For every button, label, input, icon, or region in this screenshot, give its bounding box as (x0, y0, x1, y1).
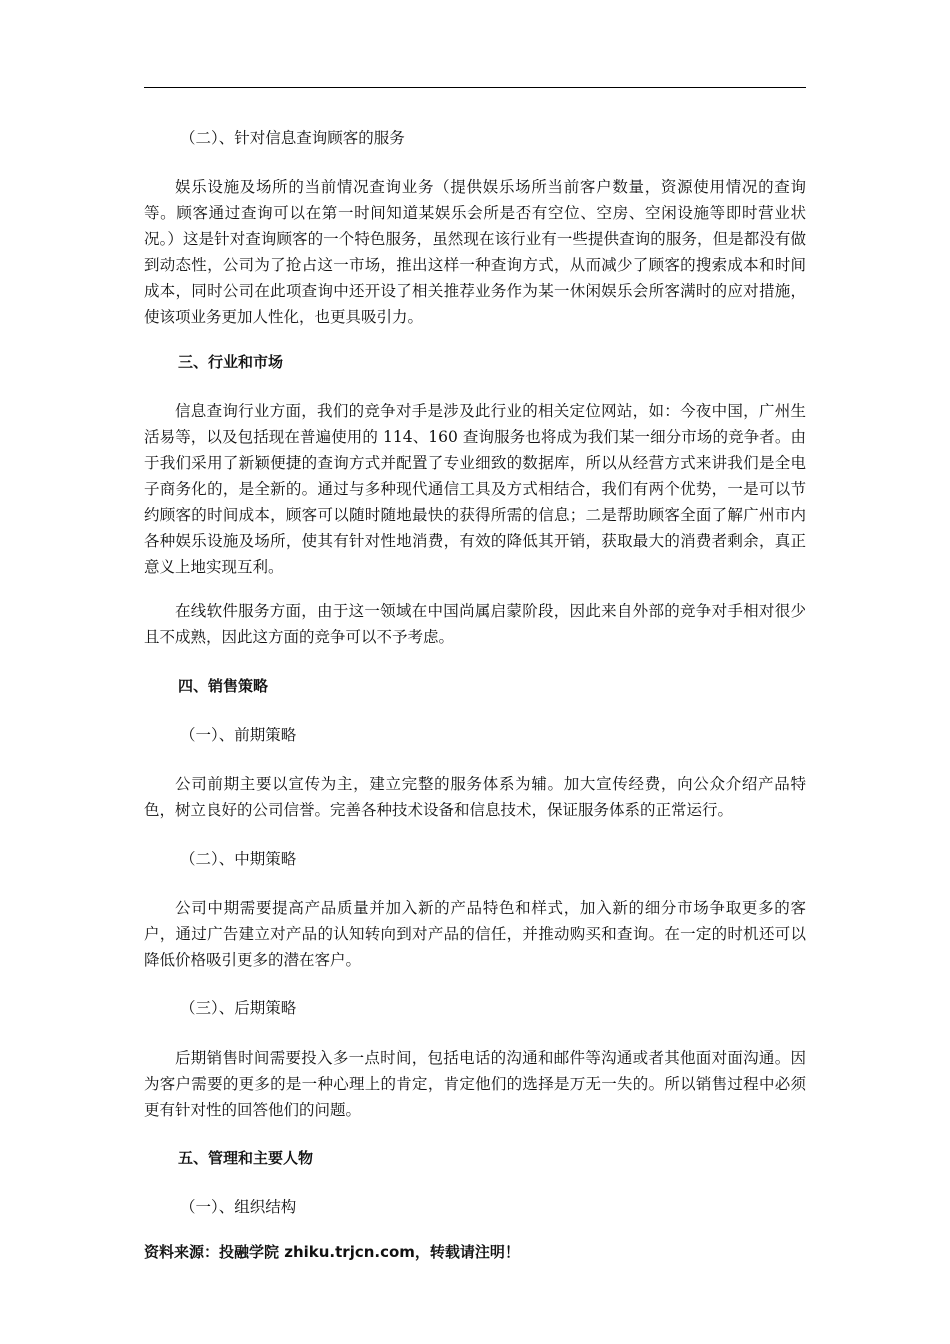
subsection-title-customer-service: （二）、针对信息查询顾客的服务 (180, 129, 405, 147)
paragraph-early-strategy: 公司前期主要以宣传为主，建立完整的服务体系为辅。加大宣传经费，向公众介绍产品特色，树立良好的公司信誉。完善各种技术设备和信息技术，保证服务体系的正常运行。 (144, 775, 806, 819)
subsection-title-organization: （一）、组织结构 (180, 1198, 297, 1216)
subsection-title-late: （三）、后期策略 (180, 999, 297, 1017)
subsection-title-early: （一）、前期策略 (180, 726, 297, 744)
paragraph-late-strategy: 后期销售时间需要投入多一点时间，包括电话的沟通和邮件等沟通或者其他面对面沟通。因为客户需要的更多的是一种心理上的肯定，肯定他们的选择是万无一失的。所以销售过程中必须更有针对性的回答他们的问题。 (144, 1049, 806, 1119)
paragraph-mid-strategy: 公司中期需要提高产品质量并加入新的产品特色和样式，加入新的细分市场争取更多的客户，通过广告建立对产品的认知转向到对产品的信任，并推动购买和查询。在一定的时机还可以降低价格吸引更多的潜在客户。 (144, 899, 806, 969)
section-title-management: 五、管理和主要人物 (178, 1149, 314, 1167)
section-title-sales-strategy: 四、销售策略 (178, 677, 269, 695)
paragraph-industry: 信息查询行业方面，我们的竞争对手是涉及此行业的相关定位网站，如：今夜中国，广州生活易等，以及包括现在普遍使用的 114、160 查询服务也将成为我们某一细分市场的竞争者。由于我们采用了新颖便捷的查询方式并配置了专业细致的数据库，所以从经营方式来讲我们是全电子商务化的，是全新的。通过与多种现代通信工具及方式相结合，我们有两个优势，一是可以节约顾客的时间成本，顾客可以随时随地最快的获得所需的信息；二是帮助顾客全面了解广州市内各种娱乐设施及场所，使其有针对性地消费，有效的降低其开销，获取最大的消费者剩余，真正意义上地实现互利。 (144, 402, 806, 576)
header-rule (144, 87, 806, 88)
source-footer: 资料来源：投融学院 zhiku.trjcn.com，转载请注明！ (144, 1243, 520, 1261)
section-title-industry-market: 三、行业和市场 (178, 353, 284, 371)
paragraph-online-software: 在线软件服务方面，由于这一领域在中国尚属启蒙阶段，因此来自外部的竞争对手相对很少且不成熟，因此这方面的竞争可以不予考虑。 (144, 602, 806, 646)
paragraph-entertainment-query: 娱乐设施及场所的当前情况查询业务（提供娱乐场所当前客户数量，资源使用情况的查询等。顾客通过查询可以在第一时间知道某娱乐会所是否有空位、空房、空闲设施等即时营业状况。）这是针对查询顾客的一个特色服务，虽然现在该行业有一些提供查询的服务，但是都没有做到动态性，公司为了抢占这一市场，推出这样一种查询方式，从而减少了顾客的搜索成本和时间成本，同时公司在此项查询中还开设了相关推荐业务作为某一休闲娱乐会所客满时的应对措施，使该项业务更加人性化，也更具吸引力。 (144, 178, 806, 326)
subsection-title-mid: （二）、中期策略 (180, 850, 297, 868)
